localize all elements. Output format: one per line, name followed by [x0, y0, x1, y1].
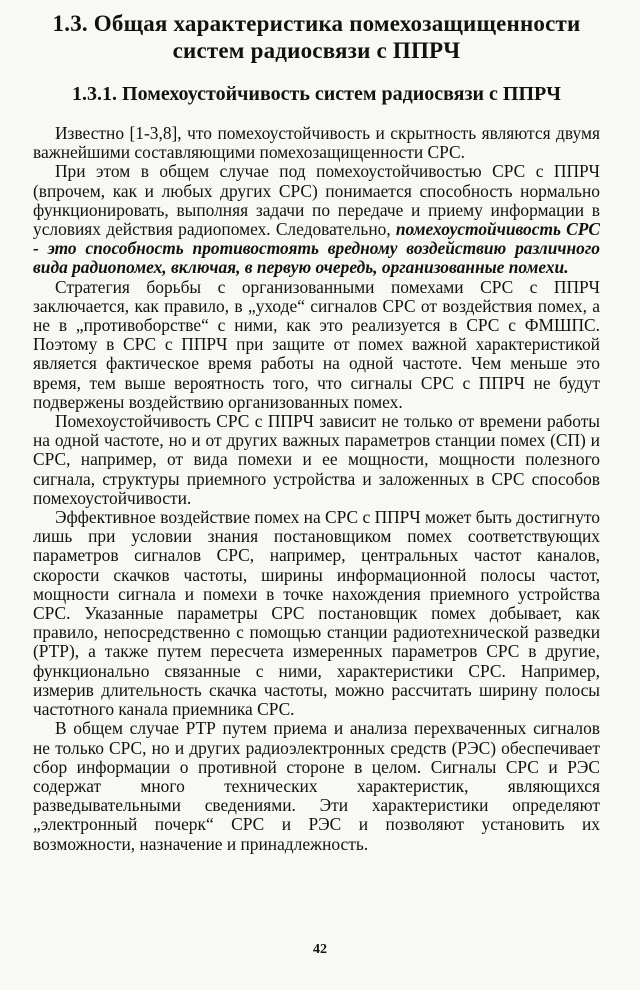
subsection-title: 1.3.1. Помехоустойчивость систем радиосвязи с ППРЧ	[72, 83, 561, 105]
paragraph-5: Эффективное воздействие помех на СРС с ППРЧ может быть достигнуто лишь при условии знания постановщиком помех соответствующих параметров сигналов СРС, например, центральных частот каналов, скорости скачков частоты, ширины информационной полосы частот, мощности сигнала и помехи в точке нахождения приемного устройства СРС. Указанные параметры СРС постановщик помех добывает, как правило, непосредственно с помощью станции радиотехнической разведки (РТР), а также путем пересчета измеренных параметров СРС в другие, функционально связанные с ними, характеристики СРС. Например, измерив длительность скачка частоты, можно рассчитать ширину полосы частотного канала приемника СРС.	[33, 507, 600, 720]
paragraph-3: Стратегия борьбы с организованными помехами СРС с ППРЧ заключается, как правило, в „уходе“ сигналов СРС от воздействия помех, а не в „противоборстве“ с ними, как это реализуется в СРС с ФМШПС. Поэтому в СРС с ППРЧ при защите от помех важной характеристикой является фактическое время работы на одной частоте. Чем меньше это время, тем выше вероятность того, что сигналы СРС с ППРЧ не будут подвержены воздействию организованных помех.	[33, 276, 600, 412]
body-text	[33, 124, 600, 854]
section-title: 1.3. Общая характеристика помехозащищенности систем радиосвязи с ППРЧ	[52, 11, 581, 63]
page-number: 42	[313, 942, 327, 957]
paragraph-2	[33, 162, 600, 277]
paragraph-1: Известно [1-3,8], что помехоустойчивость и скрытность являются двумя важнейшими составляющими помехозащищенности СРС.	[33, 123, 600, 163]
paragraph-2-lead: При этом в общем случае под помехоустойчивостью СРС с ППРЧ (впрочем, как и любых других СРС) понимается способность нормально функционировать, выполняя задачи по передаче и приему информации в условиях действия радиопомех. Следовательно,	[33, 161, 600, 240]
paragraph-6: В общем случае РТР путем приема и анализа перехваченных сигналов не только СРС, но и других радиоэлектронных средств (РЭС) обеспечивает сбор информации о противной стороне в целом. Сигналы СРС и РЭС содержат много технических характеристик, являющихся разведывательными сведениями. Эти характеристики определяют „электронный почерк“ СРС и РЭС и позволяют установить их возможности, назначение и принадлежность.	[33, 718, 600, 854]
paragraph-4: Помехоустойчивость СРС с ППРЧ зависит не только от времени работы на одной частоте, но и от других важных параметров станции помех (СП) и СРС, например, от вида помехи и ее мощности, мощности полезного сигнала, структуры приемного устройства и заложенных в СРС способов помехоустойчивости.	[33, 411, 600, 508]
paragraph-2-emphasis: помехоустойчивость СРС - это способность противостоять вредному воздействию различного вида радиопомех, включая, в первую очередь, организованные помехи.	[33, 219, 600, 278]
